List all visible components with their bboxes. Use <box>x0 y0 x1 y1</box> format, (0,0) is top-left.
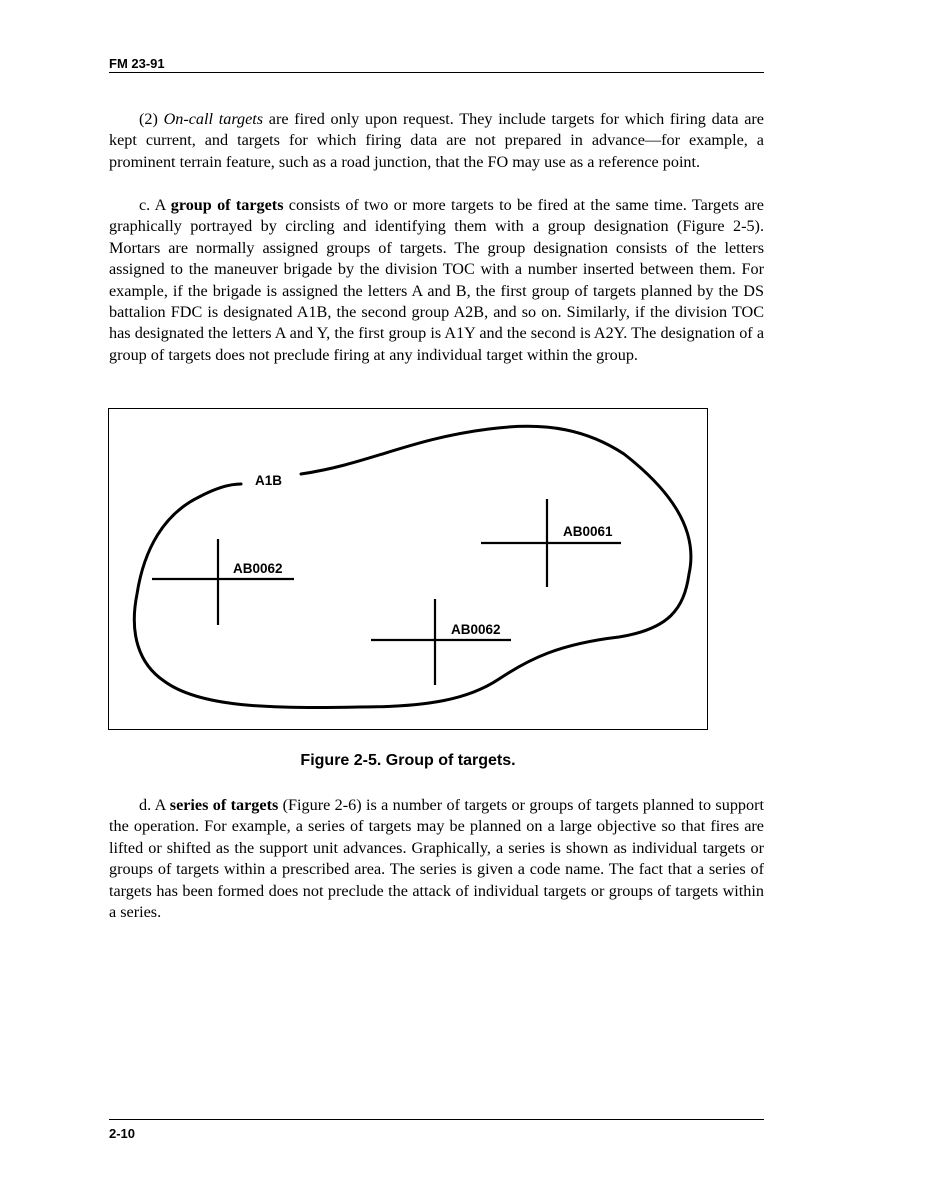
group-label: A1B <box>255 473 283 488</box>
term-series-of-targets: series of targets <box>169 796 279 814</box>
target-cross-ab0062-left <box>152 539 294 625</box>
manual-number: FM 23-91 <box>109 56 165 71</box>
target-label-ab0062-left: AB0062 <box>233 561 283 576</box>
term-on-call-targets: On-call targets <box>163 110 264 128</box>
figure-group-of-targets <box>108 408 708 730</box>
paragraph-letter: d. <box>139 796 152 814</box>
page-number: 2-10 <box>109 1126 136 1141</box>
target-cross-ab0062-center <box>371 599 511 685</box>
figure-diagram <box>109 409 709 731</box>
figure-caption: Figure 2-5. Group of targets. <box>300 752 516 769</box>
page-footer <box>109 1119 764 1141</box>
target-label-ab0061: AB0061 <box>563 524 613 539</box>
paragraph-on-call-targets <box>109 109 764 173</box>
target-cross-ab0061 <box>481 499 621 587</box>
paragraph-prefix: A <box>151 796 170 814</box>
paragraph-text: (Figure 2-6) is a number of targets or groups of targets planned to support the operation. For example, a series of targets may be planned on a large objective so that fires are lifted or shifted as the support unit advances. Graphically, a series is shown as individual targets or groups of targets within a prescribed area. The series is given a code name. The fact that a series of targets has been formed does not preclude the attack of individual targets or groups of targets within a series. <box>109 796 764 922</box>
paragraph-text: consists of two or more targets to be fired at the same time. Targets are graphically portrayed by circling and identifying them with a group designation (Figure 2-5). Mortars are normally assigned groups of targets. The group designation consists of the letters assigned to the maneuver brigade by the division TOC with a number inserted between them. For example, if the brigade is assigned the letters A and B, the first group of targets planned by the DS battalion FDC is designated A1B, the second group A2B, and so on. Similarly, if the division TOC has designated the letters A and Y, the first group is A1Y and the second is A2Y. The designation of a group of targets does not preclude firing at any individual target within the group. <box>109 196 764 364</box>
page-header <box>109 56 764 73</box>
paragraph-letter: c. <box>139 196 151 214</box>
paragraph-text: are fired only upon request. They include targets for which firing data are kept current, and targets for which firing data are not prepared in advance—for example, a prominent terrain feature, such as a road junction, that the FO may use as a reference point. <box>109 110 764 171</box>
paragraph-series-of-targets <box>109 795 764 923</box>
paragraph-group-of-targets <box>109 195 764 366</box>
paragraph-number: (2) <box>139 110 158 128</box>
target-label-ab0062-center: AB0062 <box>451 622 501 637</box>
term-group-of-targets: group of targets <box>170 196 284 214</box>
paragraph-prefix: A <box>150 196 171 214</box>
